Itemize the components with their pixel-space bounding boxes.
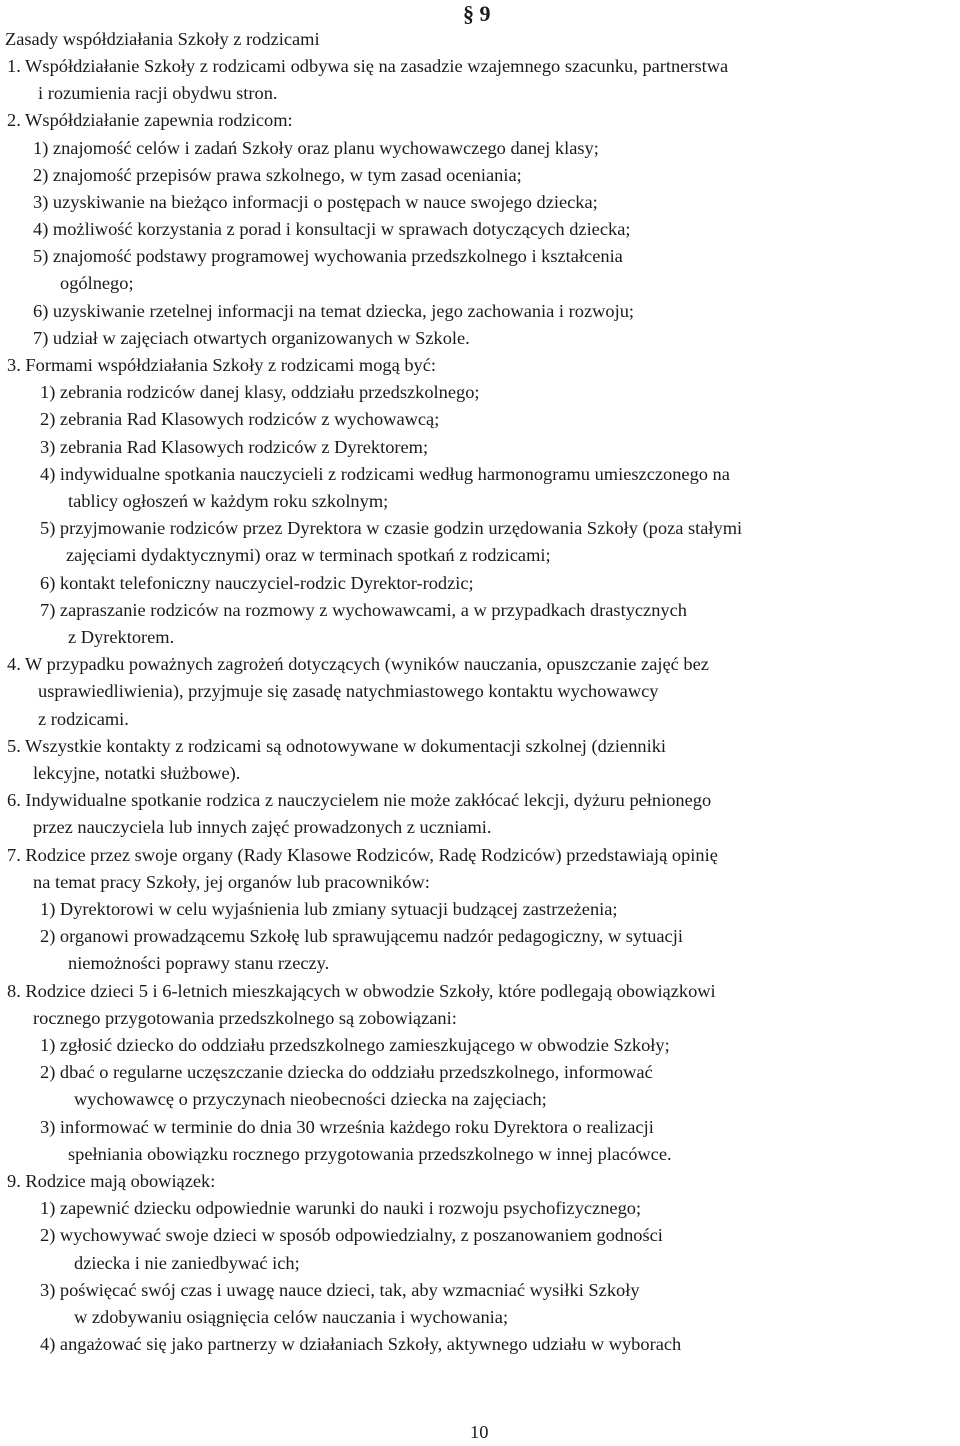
document-heading: Zasady współdziałania Szkoły z rodzicami bbox=[5, 29, 320, 49]
text-line: 2) dbać o regularne uczęszczanie dziecka do oddziału przedszkolnego, informować bbox=[40, 1062, 653, 1082]
text-line: 7. Rodzice przez swoje organy (Rady Klasowe Rodziców, Radę Rodziców) przedstawiają opinię bbox=[7, 845, 718, 865]
text-line: 6) kontakt telefoniczny nauczyciel-rodzic Dyrektor-rodzic; bbox=[40, 573, 474, 593]
text-line: usprawiedliwienia), przyjmuje się zasadę natychmiastowego kontaktu wychowawcy bbox=[38, 681, 659, 701]
text-line: 2) organowi prowadzącemu Szkołę lub sprawującemu nadzór pedagogiczny, w sytuacji bbox=[40, 926, 683, 946]
text-line: 2) zebrania Rad Klasowych rodziców z wychowawcą; bbox=[40, 409, 440, 429]
text-line: na temat pracy Szkoły, jej organów lub pracowników: bbox=[33, 872, 430, 892]
text-line: 1) Dyrektorowi w celu wyjaśnienia lub zmiany sytuacji budzącej zastrzeżenia; bbox=[40, 899, 618, 919]
text-line: 6. Indywidualne spotkanie rodzica z nauczycielem nie może zakłócać lekcji, dyżuru pełnionego bbox=[7, 790, 712, 810]
text-line: 3) poświęcać swój czas i uwagę nauce dzieci, tak, aby wzmacniać wysiłki Szkoły bbox=[40, 1280, 640, 1300]
text-line: 5) znajomość podstawy programowej wychowania przedszkolnego i kształcenia bbox=[33, 246, 623, 266]
text-line: tablicy ogłoszeń w każdym roku szkolnym; bbox=[68, 491, 389, 511]
text-line: 7) zapraszanie rodziców na rozmowy z wychowawcami, a w przypadkach drastycznych bbox=[40, 600, 687, 620]
text-line: 2. Współdziałanie zapewnia rodzicom: bbox=[7, 110, 293, 130]
text-line: przez nauczyciela lub innych zajęć prowadzonych z uczniami. bbox=[33, 817, 492, 837]
text-line: 3) uzyskiwanie na bieżąco informacji o postępach w nauce swojego dziecka; bbox=[33, 192, 598, 212]
text-line: 9. Rodzice mają obowiązek: bbox=[7, 1171, 216, 1191]
text-line: 6) uzyskiwanie rzetelnej informacji na temat dziecka, jego zachowania i rozwoju; bbox=[33, 301, 635, 321]
text-line: 1. Współdziałanie Szkoły z rodzicami odbywa się na zasadzie wzajemnego szacunku, partnerstwa bbox=[7, 56, 729, 76]
text-line: ogólnego; bbox=[60, 273, 134, 293]
text-line: zajęciami dydaktycznymi) oraz w terminach spotkań z rodzicami; bbox=[66, 545, 551, 565]
text-line: 4) angażować się jako partnerzy w działaniach Szkoły, aktywnego udziału w wyborach bbox=[40, 1334, 682, 1354]
text-line: z Dyrektorem. bbox=[68, 627, 175, 647]
text-line: 4. W przypadku poważnych zagrożeń dotyczących (wyników nauczania, opuszczanie zajęć bez bbox=[7, 654, 709, 674]
text-line: w zdobywaniu osiągnięcia celów nauczania i wychowania; bbox=[74, 1307, 509, 1327]
text-line: 3. Formami współdziałania Szkoły z rodzicami mogą być: bbox=[7, 355, 437, 375]
text-line: 8. Rodzice dzieci 5 i 6-letnich mieszkających w obwodzie Szkoły, które podlegają obowiązkowi bbox=[7, 981, 716, 1001]
text-line: 1) znajomość celów i zadań Szkoły oraz planu wychowawczego danej klasy; bbox=[33, 138, 599, 158]
text-line: 4) możliwość korzystania z porad i konsultacji w sprawach dotyczących dziecka; bbox=[33, 219, 631, 239]
text-line: 4) indywidualne spotkania nauczycieli z rodzicami według harmonogramu umieszczonego na bbox=[40, 464, 730, 484]
text-line: 3) informować w terminie do dnia 30 września każdego roku Dyrektora o realizacji bbox=[40, 1117, 654, 1137]
text-line: 2) wychowywać swoje dzieci w sposób odpowiedzialny, z poszanowaniem godności bbox=[40, 1225, 663, 1245]
text-line: 1) zgłosić dziecko do oddziału przedszkolnego zamieszkującego w obwodzie Szkoły; bbox=[40, 1035, 670, 1055]
section-number: § 9 bbox=[463, 1, 491, 26]
text-line: 5. Wszystkie kontakty z rodzicami są odnotowywane w dokumentacji szkolnej (dzienniki bbox=[7, 736, 667, 756]
text-line: 7) udział w zajęciach otwartych organizowanych w Szkole. bbox=[33, 328, 470, 348]
text-line: i rozumienia racji obydwu stron. bbox=[38, 83, 278, 103]
text-line: z rodzicami. bbox=[38, 709, 129, 729]
text-line: spełniania obowiązku rocznego przygotowania przedszkolnego w innej placówce. bbox=[68, 1144, 672, 1164]
text-line: lekcyjne, notatki służbowe). bbox=[33, 763, 241, 783]
text-line: 3) zebrania Rad Klasowych rodziców z Dyrektorem; bbox=[40, 437, 429, 457]
text-line: niemożności poprawy stanu rzeczy. bbox=[68, 953, 330, 973]
text-line: dziecka i nie zaniedbywać ich; bbox=[74, 1253, 300, 1273]
text-line: rocznego przygotowania przedszkolnego są zobowiązani: bbox=[33, 1008, 457, 1028]
text-line: 2) znajomość przepisów prawa szkolnego, w tym zasad oceniania; bbox=[33, 165, 522, 185]
page-number: 10 bbox=[470, 1422, 489, 1442]
text-line: 5) przyjmowanie rodziców przez Dyrektora w czasie godzin urzędowania Szkoły (poza stałymi bbox=[40, 518, 743, 538]
text-line: wychowawcę o przyczynach nieobecności dziecka na zajęciach; bbox=[74, 1089, 547, 1109]
text-line: 1) zebrania rodziców danej klasy, oddziału przedszkolnego; bbox=[40, 382, 480, 402]
text-line: 1) zapewnić dziecku odpowiednie warunki do nauki i rozwoju psychofizycznego; bbox=[40, 1198, 642, 1218]
